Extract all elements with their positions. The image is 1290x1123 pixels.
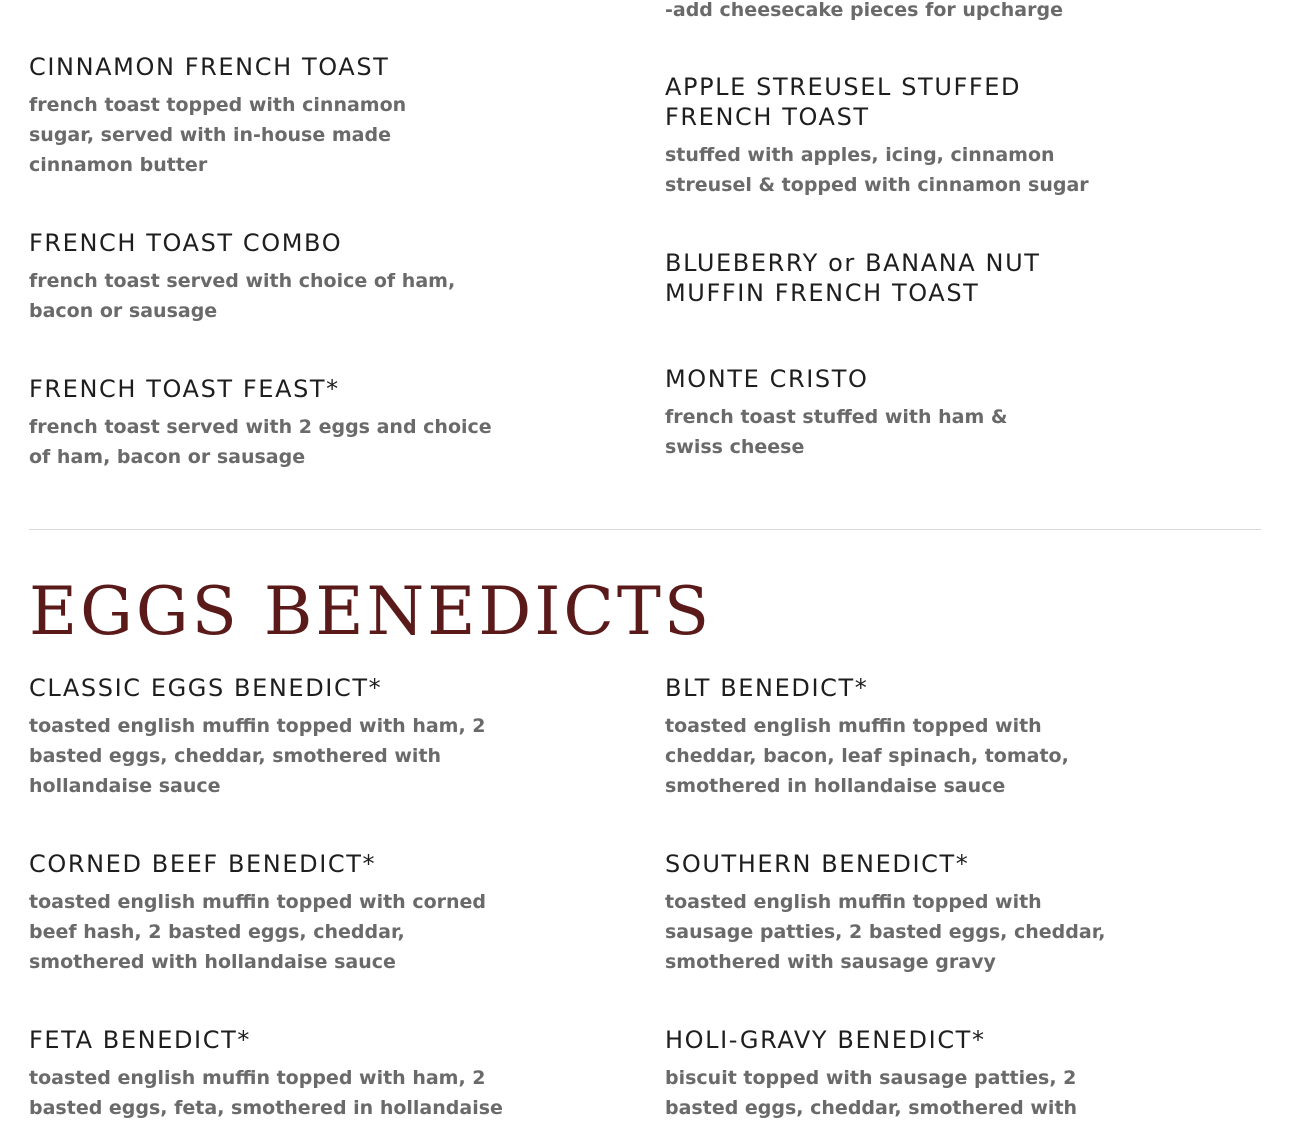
menu-item-blt-benedict (665, 673, 1069, 801)
menu-item-muffin-french-toast (665, 248, 1041, 308)
item-description: toasted english muffin topped with ham, 2 basted eggs, cheddar, smothered with hollandaise sauce (29, 715, 486, 797)
item-description: french toast stuffed with ham & swiss cheese (665, 406, 1008, 458)
menu-item-corned-beef-benedict (29, 849, 486, 977)
item-title: FRENCH TOAST COMBO (29, 229, 343, 257)
item-description: french toast topped with cinnamon sugar, served with in-house made cinnamon butter (29, 94, 407, 176)
section-heading-eggs-benedicts: EGGS BENEDICTS (29, 573, 713, 650)
item-title: BLUEBERRY or BANANA NUT MUFFIN FRENCH TOAST (665, 249, 1041, 307)
menu-item-classic-eggs-benedict (29, 673, 486, 801)
item-title: FETA BENEDICT* (29, 1026, 251, 1054)
menu-item-cinnamon-french-toast (29, 52, 406, 180)
item-title: CORNED BEEF BENEDICT* (29, 850, 377, 878)
menu-item-southern-benedict (665, 849, 1106, 977)
item-title: CLASSIC EGGS BENEDICT* (29, 674, 383, 702)
menu-item-french-toast-combo (29, 228, 455, 326)
menu-item-feta-benedict (29, 1025, 503, 1123)
menu-item-apple-streusel-french-toast (665, 72, 1089, 200)
menu-item-holi-gravy-benedict (665, 1025, 1077, 1123)
item-description: toasted english muffin topped with sausage patties, 2 basted eggs, cheddar, smothered with sausage gravy (665, 891, 1106, 973)
item-description: french toast served with 2 eggs and choice of ham, bacon or sausage (29, 416, 492, 468)
item-description: french toast served with choice of ham, bacon or sausage (29, 270, 456, 322)
item-title: BLT BENEDICT* (665, 674, 869, 702)
item-description: stuffed with apples, icing, cinnamon streusel & topped with cinnamon sugar (665, 144, 1089, 196)
item-description: toasted english muffin topped with corned beef hash, 2 basted eggs, cheddar, smothered with hollandaise sauce (29, 891, 487, 973)
item-title: CINNAMON FRENCH TOAST (29, 53, 390, 81)
item-description: toasted english muffin topped with cheddar, bacon, leaf spinach, tomato, smothered in hollandaise sauce (665, 715, 1069, 797)
item-title: APPLE STREUSEL STUFFED FRENCH TOAST (665, 73, 1022, 131)
item-title: HOLI-GRAVY BENEDICT* (665, 1026, 986, 1054)
item-description: toasted english muffin topped with ham, 2 basted eggs, feta, smothered in hollandaise (29, 1067, 503, 1119)
upcharge-note: -add cheesecake pieces for upcharge (665, 0, 1063, 21)
item-title: SOUTHERN BENEDICT* (665, 850, 970, 878)
item-title: FRENCH TOAST FEAST* (29, 375, 340, 403)
item-title: MONTE CRISTO (665, 365, 869, 393)
section-divider (29, 529, 1261, 530)
item-description: biscuit topped with sausage patties, 2 basted eggs, cheddar, smothered with (665, 1067, 1078, 1119)
menu-item-monte-cristo (665, 364, 1007, 462)
menu-item-french-toast-feast (29, 374, 492, 472)
